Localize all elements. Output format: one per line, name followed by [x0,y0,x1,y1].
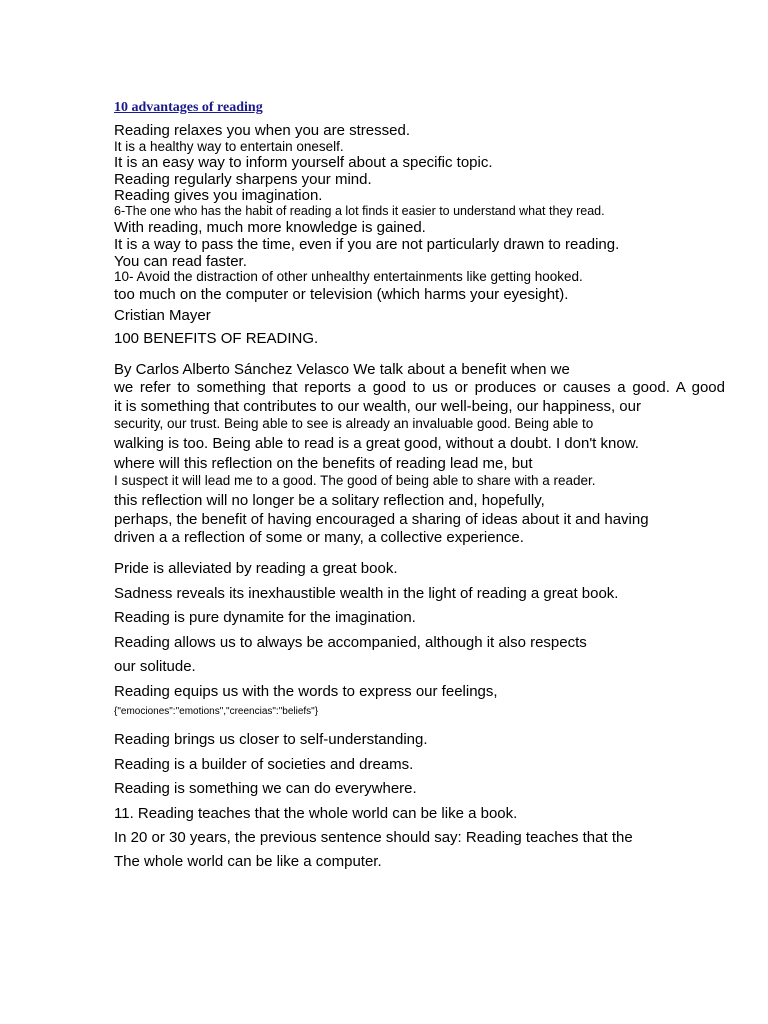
json-note: {"emociones":"emotions","creencias":"beliefs"} [114,706,319,717]
section-heading: 100 BENEFITS OF READING. [114,330,319,347]
benefit-line: In 20 or 30 years, the previous sentence should say: Reading teaches that the [114,829,633,846]
benefit-line: 11. Reading teaches that the whole world can be like a book. [114,805,518,822]
advantage-line: It is a healthy way to entertain oneself. [114,139,344,154]
advantage-line: too much on the computer or television (which harms your eyesight). [114,286,569,303]
advantage-line: Reading gives you imagination. [114,187,323,204]
benefit-line: Reading equips us with the words to express our feelings, [114,683,498,700]
advantage-line: Reading regularly sharpens your mind. [114,171,372,188]
document-title: 10 advantages of reading [114,100,263,115]
paragraph-line: it is something that contributes to our wealth, our well-being, our happiness, our [114,398,641,415]
benefit-line: Reading is pure dynamite for the imagination. [114,609,416,626]
benefit-line: Reading is something we can do everywhere. [114,780,417,797]
paragraph-line: security, our trust. Being able to see is already an invaluable good. Being able to [114,416,594,431]
benefit-line: our solitude. [114,658,196,675]
advantage-line: With reading, much more knowledge is gained. [114,219,426,236]
advantage-line: It is an easy way to inform yourself about a specific topic. [114,154,493,171]
benefit-line: Reading allows us to always be accompanied, although it also respects [114,634,587,651]
paragraph-line: perhaps, the benefit of having encouraged a sharing of ideas about it and having [114,511,649,528]
benefit-line: Sadness reveals its inexhaustible wealth in the light of reading a great book. [114,585,619,602]
benefit-line: Pride is alleviated by reading a great book. [114,560,398,577]
paragraph-line: I suspect it will lead me to a good. The good of being able to share with a reader. [114,473,596,488]
author-name: Cristian Mayer [114,307,211,324]
paragraph-line: driven a a reflection of some or many, a collective experience. [114,529,524,546]
advantage-line: 6-The one who has the habit of reading a lot finds it easier to understand what they read. [114,204,605,218]
benefit-line: Reading is a builder of societies and dreams. [114,756,414,773]
paragraph-line: this reflection will no longer be a solitary reflection and, hopefully, [114,492,545,509]
advantage-line: 10- Avoid the distraction of other unhealthy entertainments like getting hooked. [114,269,583,284]
advantage-line: You can read faster. [114,253,247,270]
paragraph-line: By Carlos Alberto Sánchez Velasco We talk about a benefit when we [114,361,570,378]
advantage-line: Reading relaxes you when you are stressed. [114,122,411,139]
paragraph-line: where will this reflection on the benefits of reading lead me, but [114,455,533,472]
advantage-line: It is a way to pass the time, even if you are not particularly drawn to reading. [114,236,620,253]
paragraph-line: we refer to something that reports a good to us or produces or causes a good. A good [114,379,725,396]
benefit-line: Reading brings us closer to self-understanding. [114,731,428,748]
benefit-line: The whole world can be like a computer. [114,853,382,870]
paragraph-line: walking is too. Being able to read is a great good, without a doubt. I don't know. [114,435,639,452]
